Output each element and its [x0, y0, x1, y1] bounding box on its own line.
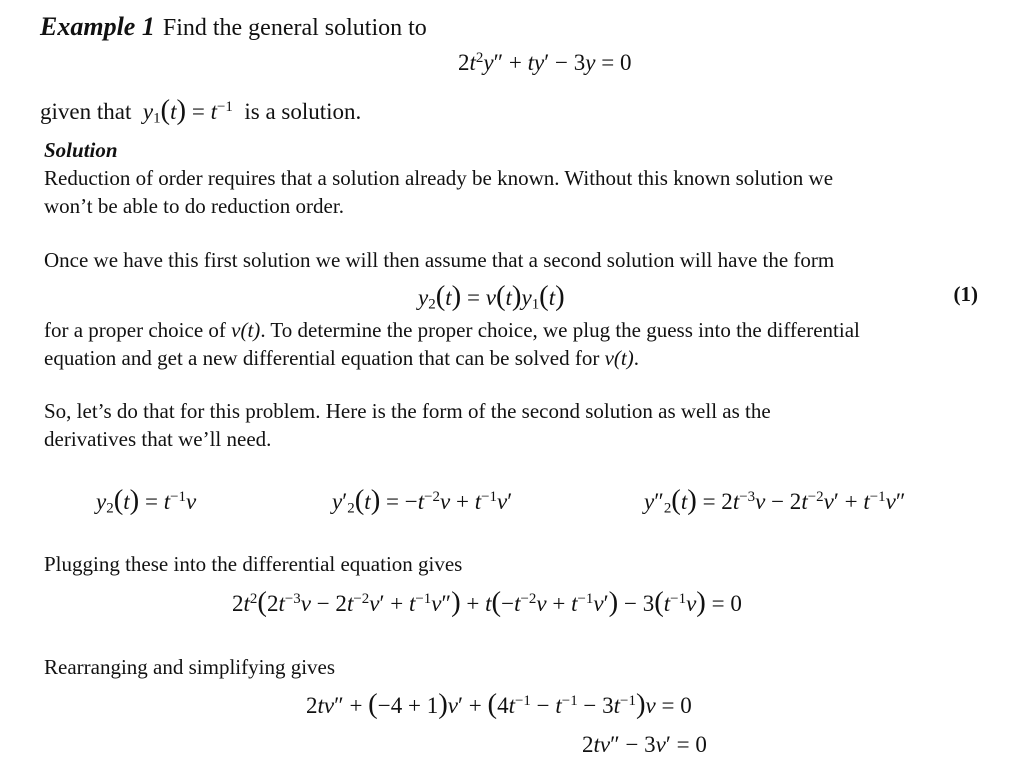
equation-y2-prime: $y'_2(t) = -t^{-2}v + t^{-1}v'$ [332, 484, 513, 517]
example-title: Find the general solution to [162, 15, 427, 41]
para1-line1: Reduction of order requires that a solution already be known. Without this known solution we [44, 166, 834, 190]
example-label: Example 1 [40, 12, 155, 41]
para3-line2-var: v(t) [604, 346, 634, 370]
equation-1: $y_2(t) = v(t)y_1(t)$ [418, 280, 565, 313]
solution-heading [44, 138, 1024, 163]
para3-line2 [44, 344, 1024, 372]
para3-line1 [44, 316, 1024, 344]
para4-line1: So, let’s do that for this problem. Here is the form of the second solution as well as the [44, 399, 771, 423]
given-suffix: is a solution. [244, 99, 362, 124]
para3-line2-c: . [633, 346, 639, 370]
para3-line1-var: v(t) [231, 318, 261, 342]
solution-heading-text: Solution [44, 138, 118, 162]
equation-final: 2tv″ − 3v′ = 0 [582, 732, 707, 757]
equation-plugged: $2t^2(2t^{-3}v - 2t^{-2}v' + t^{-1}v'') + t(-t^{-2}v + t^{-1}v') - 3(t^{-1}v) = 0$ [232, 586, 742, 618]
para6: Rearranging and simplifying gives [44, 655, 336, 679]
para3-line2-a: equation and get a new differential equation that can be solved for [44, 346, 605, 370]
para3-line1-c: . To determine the proper choice, we plug the guess into the differential [260, 318, 860, 342]
para5: Plugging these into the differential equation gives [44, 552, 463, 576]
equation-y2-double-prime: $y''_2(t) = 2t^{-3}v - 2t^{-2}v' + t^{-1}v''$ [644, 484, 906, 517]
main-equation: $2t^2y'' + ty' - 3y = 0$ [458, 49, 632, 75]
equation-number: (1) [953, 282, 978, 306]
para2: Once we have this first solution we will then assume that a second solution will have the form [44, 248, 835, 272]
example-header [40, 12, 1024, 42]
given-equation: $y_1(t) = t^{-1}$ [142, 94, 233, 127]
para1-line2: won’t be able to do reduction order. [44, 194, 344, 218]
equation-y2: $y_2(t) = t^{-1}v$ [96, 484, 197, 517]
given-line [40, 96, 1024, 126]
para4-line2: derivatives that we’ll need. [44, 427, 272, 451]
equation-simplified: $2tv'' + (-4 + 1)v' + (4t^{-1} - t^{-1} - 3t^{-1})v = 0$ [306, 688, 692, 720]
given-prefix: given that [40, 99, 132, 124]
para3-line1-a: for a proper choice of [44, 318, 232, 342]
